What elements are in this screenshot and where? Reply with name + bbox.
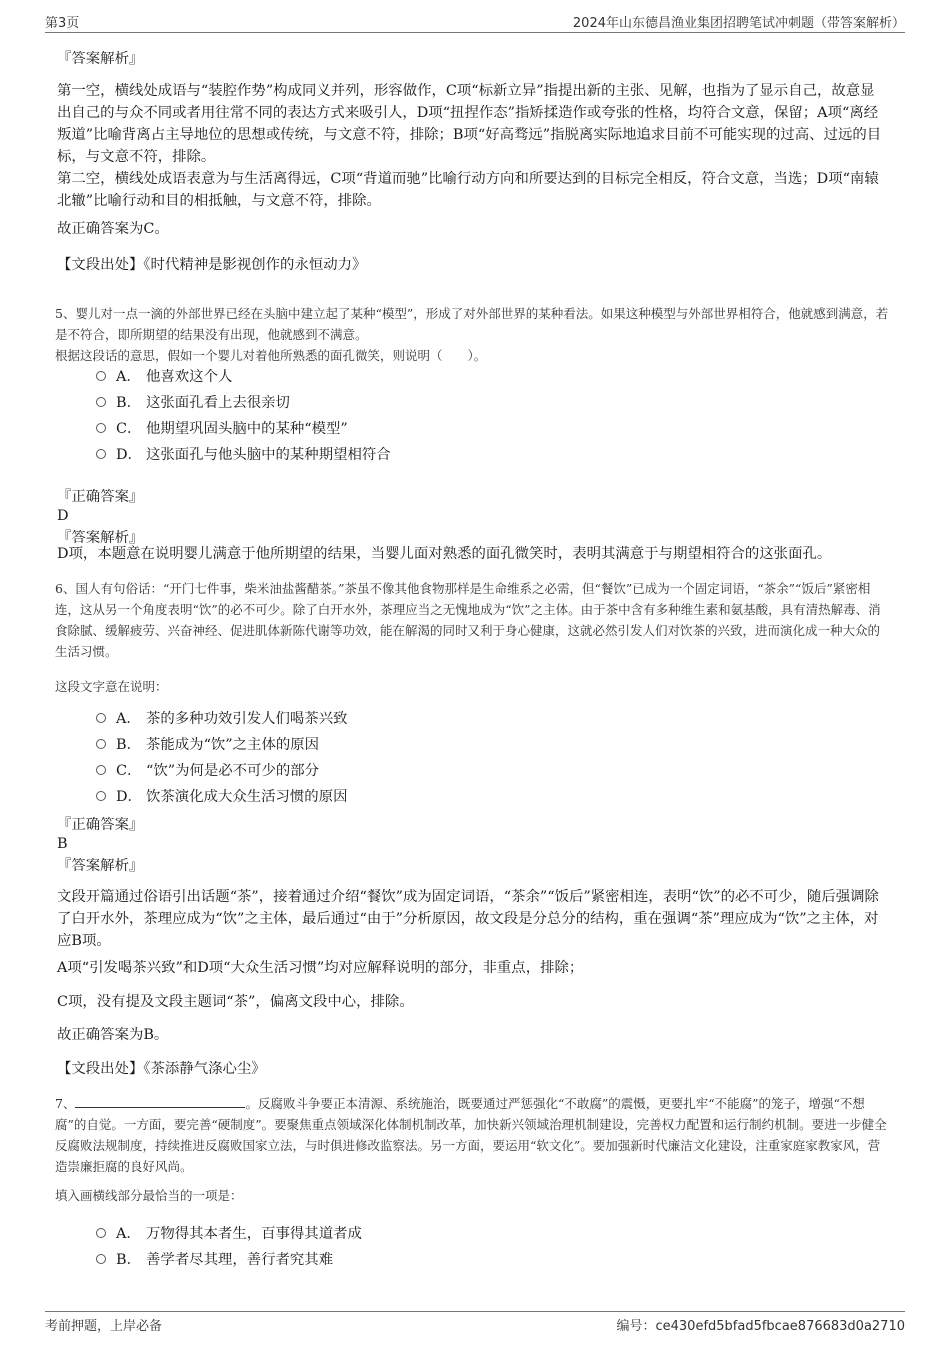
q4-conclusion: 故正确答案为C。 [57,221,169,237]
page-header [45,12,905,33]
radio-icon[interactable] [96,791,106,801]
radio-icon[interactable] [96,739,106,749]
radio-icon[interactable] [96,397,106,407]
q7-question: 填入画横线部分最恰当的一项是： [55,1188,243,1203]
radio-icon[interactable] [96,371,106,381]
q5-option-c[interactable]: C． 他期望巩固头脑中的某种“模型” [96,419,348,439]
q6-analysis-paragraph-1: 文段开篇通过俗语引出话题“茶”，接着通过介绍“餐饮”成为固定词语，“茶余”“饭后”紧密相连，表明“饮”的必不可少，随后强调除了白开水外，茶理应成为“饮”之主体，最后通过“由于”分析原因，故文段是分总分的结构，重在强调“茶”理应成为“饮”之主体，对应B项。 [57,889,879,949]
q6-source: 【文段出处】《茶添静气涤心尘》 [57,1061,266,1077]
page-footer [45,1311,905,1336]
q5-answer-label: 『正确答案』 [57,489,144,505]
q5-question: 根据这段话的意思，假如一个婴儿对着他所熟悉的面孔微笑，则说明（ ）。 [55,348,487,363]
q5-stem: 5、婴儿对一点一滴的外部世界已经在头脑中建立起了某种“模型”，形成了对外部世界的某种看法。如果这种模型与外部世界相符合，他就感到满意，若是不符合，即所期望的结果没有出现，他就感到不满意。 [55,306,889,342]
q6-question: 这段文字意在说明： [55,679,168,694]
q6-answer: B [57,836,68,852]
radio-icon[interactable] [96,713,106,723]
q7-stem-text: 。反腐败斗争要正本清源、系统施治，既要通过严惩强化“不敢腐”的震慑，更要扎牢“不能腐”的笼子，增强“不想腐”的自觉。一方面，要完善“硬制度”。要聚焦重点领域深化体制机制改革，加快新兴领域治理机制建设，完善权力配置和运行制约机制。要进一步健全反腐败法规制度，持续推进反腐败国家立法，与时俱进修改监察法。另一方面，要运用“软文化”。要加强新时代廉洁文化建设，注重家庭家教家风，营造崇廉拒腐的良好风尚。 [55,1096,887,1174]
q7-number: 7、 [55,1096,76,1111]
document-title: 2024年山东德昌渔业集团招聘笔试冲刺题（带答案解析） [572,16,905,31]
q6-analysis-paragraph-2: A项“引发喝茶兴致”和D项“大众生活习惯”均对应解释说明的部分，非重点，排除； [57,960,584,976]
q5-option-a[interactable]: A． 他喜欢这个人 [96,367,232,387]
q7-option-a[interactable]: A． 万物得其本者生，百事得其道者成 [96,1224,362,1244]
q6-analysis-label: 『答案解析』 [57,858,144,874]
q6-option-c[interactable]: C． “饮”为何是必不可少的部分 [96,761,319,781]
radio-icon[interactable] [96,1254,106,1264]
radio-icon[interactable] [96,423,106,433]
q5-option-d[interactable]: D． 这张面孔与他头脑中的某种期望相符合 [96,445,391,465]
q6-stem: 6、国人有句俗话：“开门七件事，柴米油盐酱醋茶。”茶虽不像其他食物那样是生命维系之必需，但“餐饮”已成为一个固定词语，“茶余”“饭后”紧密相连，这从另一个角度表明“饮”的必不可少。除了白开水外，茶理应当之无愧地成为“饮”之主体。由于茶中含有多种维生素和氨基酸，具有清热解毒、消食除腻、缓解疲劳、兴奋神经、促进肌体新陈代谢等功效，能在解渴的同时又利于身心健康，这就必然引发人们对饮茶的兴致，进而演化成一种大众的生活习惯。 [55,581,881,659]
fill-blank [75,1093,245,1108]
q5-analysis: D项，本题意在说明婴儿满意于他所期望的结果，当婴儿面对熟悉的面孔微笑时，表明其满意于与期望相符合的这张面孔。 [57,546,832,562]
footer-slogan: 考前押题，上岸必备 [45,1319,163,1334]
q6-option-a[interactable]: A． 茶的多种功效引发人们喝茶兴致 [96,709,347,729]
q5-answer: D [57,508,69,524]
q4-analysis-paragraph-1: 第一空，横线处成语与“装腔作势”构成同义并列，形容做作，C项“标新立异”指提出新的主张、见解，也指为了显示自己，故意显出自己的与众不同或者用往常不同的表达方式来吸引人，D项“扭捏作态”指矫揉造作或夸张的性格，均符合文意，保留；A项“离经叛道”比喻背离占主导地位的思想或传统，与文意不符，排除；B项“好高骛远”指脱离实际地追求目前不可能实现的过高、过远的目标，与文意不符，排除。 [57,83,882,165]
q5-option-b[interactable]: B． 这张面孔看上去很亲切 [96,393,290,413]
radio-icon[interactable] [96,765,106,775]
page-number: 第3页 [45,16,80,31]
document-id: 编号：ce430efd5bfad5fbcae876683d0a2710 [616,1319,905,1334]
q6-option-b[interactable]: B． 茶能成为“饮”之主体的原因 [96,735,319,755]
q6-answer-label: 『正确答案』 [57,817,144,833]
q4-source: 【文段出处】《时代精神是影视创作的永恒动力》 [57,257,367,273]
q6-option-d[interactable]: D． 饮茶演化成大众生活习惯的原因 [96,787,347,807]
radio-icon[interactable] [96,449,106,459]
radio-icon[interactable] [96,1228,106,1238]
q5-analysis-label: 『答案解析』 [57,530,144,546]
q6-conclusion: 故正确答案为B。 [57,1027,169,1043]
q7-option-b[interactable]: B． 善学者尽其理，善行者究其难 [96,1250,333,1270]
q7-stem [55,1093,890,1177]
q6-analysis-paragraph-3: C项，没有提及文段主题词“茶”，偏离文段中心，排除。 [57,994,414,1010]
q4-analysis-paragraph-2: 第二空，横线处成语表意为与生活离得远，C项“背道而驰”比喻行动方向和所要达到的目标完全相反，符合文意，当选；D项“南辕北辙”比喻行动和目的相抵触，与文意不符，排除。 [57,171,879,209]
q4-analysis-label: 『答案解析』 [57,51,144,67]
